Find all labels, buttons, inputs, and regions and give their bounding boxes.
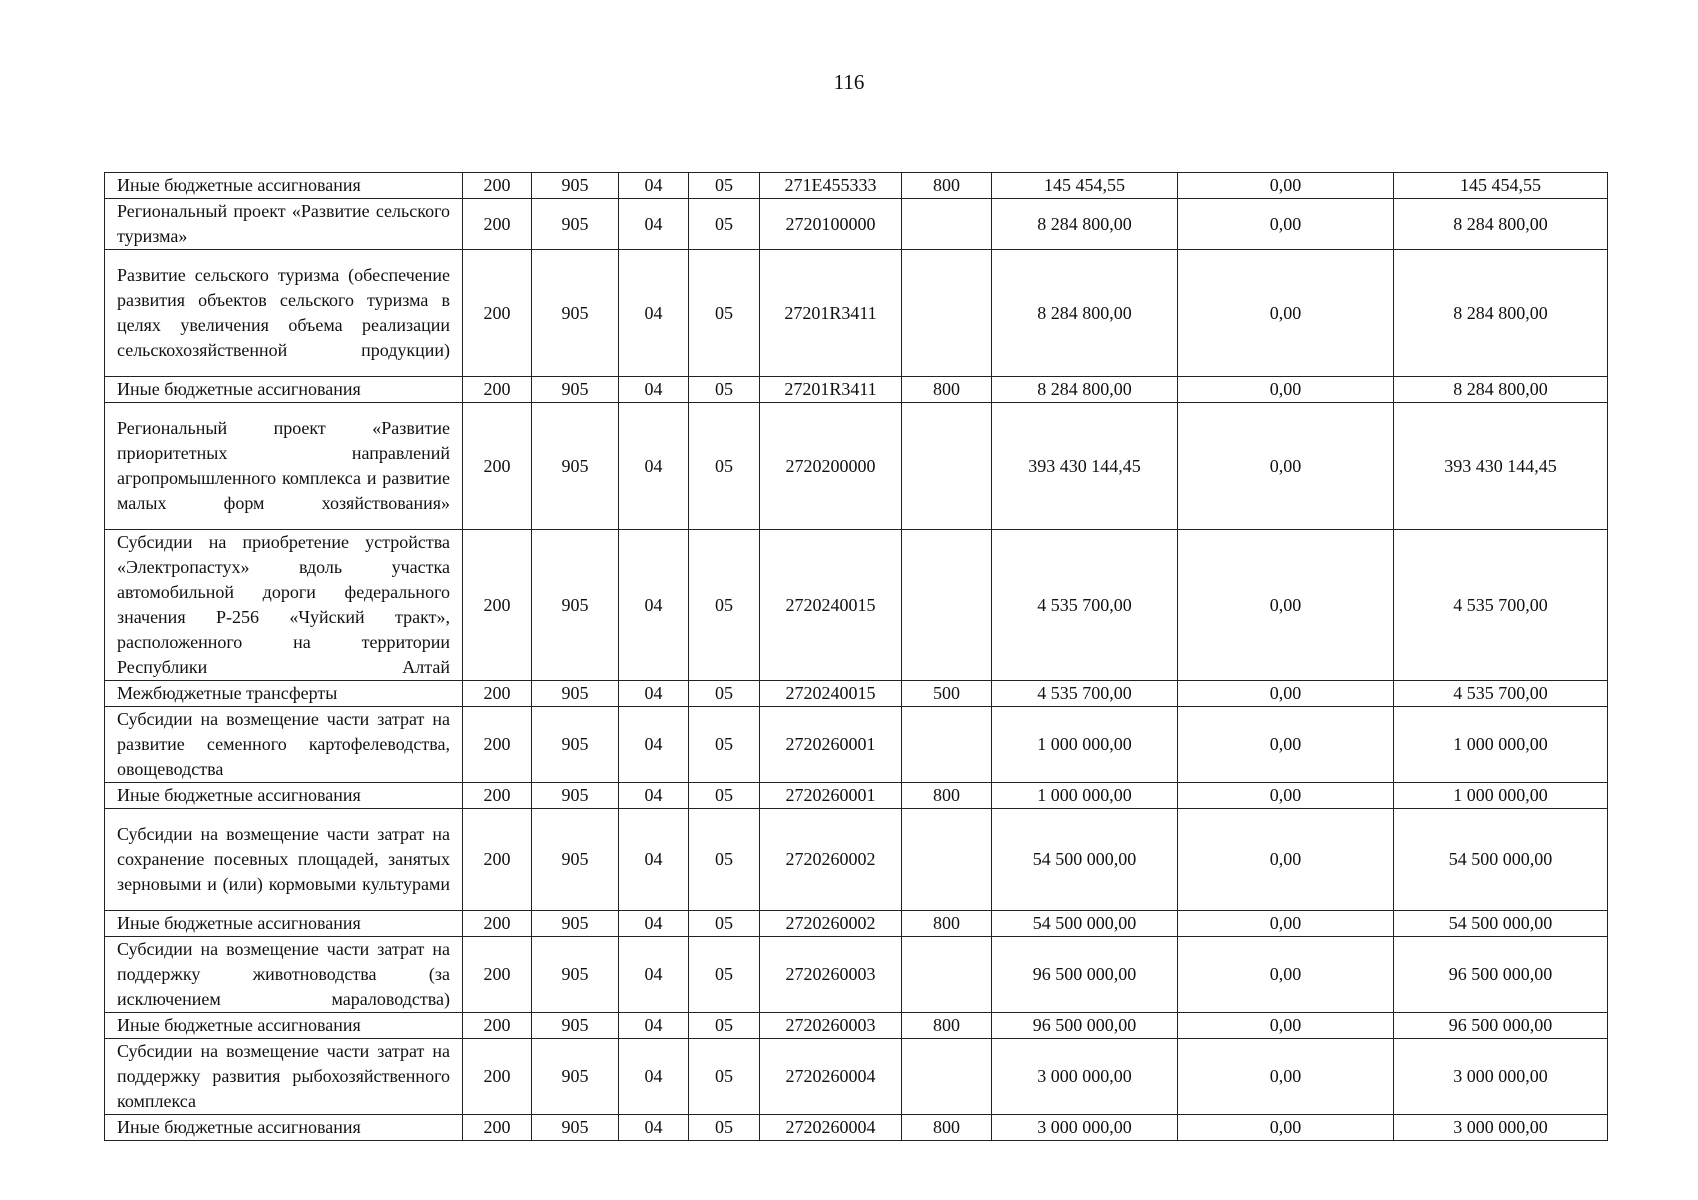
target-article-code: 2720260001 bbox=[760, 707, 902, 783]
amount-regional: 4 535 700,00 bbox=[1394, 681, 1608, 707]
row-name: Иные бюджетные ассигнования bbox=[105, 783, 463, 809]
row-name: Субсидии на возмещение части затрат на поддержку животноводства (за исключением мараловодства) bbox=[105, 937, 463, 1013]
col-code-2: 905 bbox=[532, 199, 619, 250]
target-article-code: 2720200000 bbox=[760, 403, 902, 530]
col-code-1: 200 bbox=[463, 250, 532, 377]
row-name: Иные бюджетные ассигнования bbox=[105, 911, 463, 937]
expense-type-code bbox=[902, 937, 992, 1013]
col-subsection: 05 bbox=[689, 911, 760, 937]
col-code-1: 200 bbox=[463, 1013, 532, 1039]
table-row bbox=[105, 681, 1608, 707]
col-code-1: 200 bbox=[463, 377, 532, 403]
amount-federal: 0,00 bbox=[1178, 911, 1394, 937]
table-row bbox=[105, 783, 1608, 809]
col-code-2: 905 bbox=[532, 173, 619, 199]
col-section: 04 bbox=[619, 530, 689, 681]
amount-regional: 1 000 000,00 bbox=[1394, 707, 1608, 783]
col-section: 04 bbox=[619, 1013, 689, 1039]
col-subsection: 05 bbox=[689, 530, 760, 681]
col-code-2: 905 bbox=[532, 783, 619, 809]
expense-type-code bbox=[902, 199, 992, 250]
amount-total: 4 535 700,00 bbox=[992, 681, 1178, 707]
target-article-code: 2720240015 bbox=[760, 530, 902, 681]
row-name: Региональный проект «Развитие сельского туризма» bbox=[105, 199, 463, 250]
col-subsection: 05 bbox=[689, 173, 760, 199]
target-article-code: 2720260002 bbox=[760, 809, 902, 911]
table-row bbox=[105, 911, 1608, 937]
expense-type-code: 800 bbox=[902, 173, 992, 199]
col-section: 04 bbox=[619, 199, 689, 250]
row-name: Развитие сельского туризма (обеспечение развития объектов сельского туризма в целях увеличения объема реализации сельскохозяйственной продукции) bbox=[105, 250, 463, 377]
amount-federal: 0,00 bbox=[1178, 403, 1394, 530]
row-name: Субсидии на возмещение части затрат на развитие семенного картофелеводства, овощеводства bbox=[105, 707, 463, 783]
expense-type-code: 800 bbox=[902, 1115, 992, 1141]
col-code-2: 905 bbox=[532, 707, 619, 783]
col-subsection: 05 bbox=[689, 403, 760, 530]
col-code-1: 200 bbox=[463, 707, 532, 783]
amount-regional: 96 500 000,00 bbox=[1394, 1013, 1608, 1039]
col-code-2: 905 bbox=[532, 530, 619, 681]
amount-federal: 0,00 bbox=[1178, 377, 1394, 403]
col-section: 04 bbox=[619, 250, 689, 377]
target-article-code: 2720260004 bbox=[760, 1115, 902, 1141]
table-row bbox=[105, 1039, 1608, 1115]
col-section: 04 bbox=[619, 403, 689, 530]
amount-total: 1 000 000,00 bbox=[992, 783, 1178, 809]
col-subsection: 05 bbox=[689, 1115, 760, 1141]
amount-federal: 0,00 bbox=[1178, 1115, 1394, 1141]
col-code-1: 200 bbox=[463, 783, 532, 809]
budget-table bbox=[104, 172, 1608, 1141]
amount-regional: 96 500 000,00 bbox=[1394, 937, 1608, 1013]
expense-type-code bbox=[902, 707, 992, 783]
target-article-code: 2720260003 bbox=[760, 1013, 902, 1039]
col-code-1: 200 bbox=[463, 911, 532, 937]
expense-type-code: 800 bbox=[902, 377, 992, 403]
target-article-code: 2720240015 bbox=[760, 681, 902, 707]
col-code-1: 200 bbox=[463, 809, 532, 911]
target-article-code: 2720260003 bbox=[760, 937, 902, 1013]
row-name: Субсидии на приобретение устройства «Электропастух» вдоль участка автомобильной дороги федерального значения Р-256 «Чуйский тракт», расположенного на территории Республики Алтай bbox=[105, 530, 463, 681]
amount-regional: 8 284 800,00 bbox=[1394, 250, 1608, 377]
amount-regional: 3 000 000,00 bbox=[1394, 1039, 1608, 1115]
table-row bbox=[105, 199, 1608, 250]
col-section: 04 bbox=[619, 377, 689, 403]
col-subsection: 05 bbox=[689, 1039, 760, 1115]
expense-type-code: 800 bbox=[902, 911, 992, 937]
amount-total: 96 500 000,00 bbox=[992, 937, 1178, 1013]
col-code-2: 905 bbox=[532, 911, 619, 937]
amount-federal: 0,00 bbox=[1178, 707, 1394, 783]
table-row bbox=[105, 403, 1608, 530]
amount-federal: 0,00 bbox=[1178, 783, 1394, 809]
amount-regional: 393 430 144,45 bbox=[1394, 403, 1608, 530]
amount-total: 145 454,55 bbox=[992, 173, 1178, 199]
row-name: Иные бюджетные ассигнования bbox=[105, 173, 463, 199]
col-section: 04 bbox=[619, 707, 689, 783]
col-code-2: 905 bbox=[532, 1039, 619, 1115]
amount-total: 8 284 800,00 bbox=[992, 199, 1178, 250]
amount-federal: 0,00 bbox=[1178, 809, 1394, 911]
col-subsection: 05 bbox=[689, 377, 760, 403]
amount-regional: 8 284 800,00 bbox=[1394, 377, 1608, 403]
amount-regional: 4 535 700,00 bbox=[1394, 530, 1608, 681]
col-code-2: 905 bbox=[532, 403, 619, 530]
col-code-1: 200 bbox=[463, 1039, 532, 1115]
col-code-1: 200 bbox=[463, 199, 532, 250]
col-subsection: 05 bbox=[689, 937, 760, 1013]
amount-total: 54 500 000,00 bbox=[992, 809, 1178, 911]
amount-regional: 3 000 000,00 bbox=[1394, 1115, 1608, 1141]
col-subsection: 05 bbox=[689, 199, 760, 250]
page-number: 116 bbox=[833, 70, 865, 94]
amount-federal: 0,00 bbox=[1178, 173, 1394, 199]
col-section: 04 bbox=[619, 1115, 689, 1141]
row-name: Иные бюджетные ассигнования bbox=[105, 377, 463, 403]
col-section: 04 bbox=[619, 1039, 689, 1115]
col-code-1: 200 bbox=[463, 937, 532, 1013]
amount-regional: 8 284 800,00 bbox=[1394, 199, 1608, 250]
col-code-1: 200 bbox=[463, 681, 532, 707]
col-section: 04 bbox=[619, 937, 689, 1013]
amount-federal: 0,00 bbox=[1178, 250, 1394, 377]
row-name: Субсидии на возмещение части затрат на сохранение посевных площадей, занятых зерновыми и (или) кормовыми культурами bbox=[105, 809, 463, 911]
row-name: Региональный проект «Развитие приоритетных направлений агропромышленного комплекса и развитие малых форм хозяйствования» bbox=[105, 403, 463, 530]
col-code-1: 200 bbox=[463, 530, 532, 681]
col-code-1: 200 bbox=[463, 173, 532, 199]
col-subsection: 05 bbox=[689, 250, 760, 377]
amount-total: 54 500 000,00 bbox=[992, 911, 1178, 937]
table-row bbox=[105, 1115, 1608, 1141]
col-code-1: 200 bbox=[463, 1115, 532, 1141]
target-article-code: 27201R3411 bbox=[760, 250, 902, 377]
expense-type-code: 800 bbox=[902, 783, 992, 809]
table-row bbox=[105, 809, 1608, 911]
amount-regional: 54 500 000,00 bbox=[1394, 911, 1608, 937]
target-article-code: 2720260001 bbox=[760, 783, 902, 809]
amount-federal: 0,00 bbox=[1178, 1013, 1394, 1039]
expense-type-code bbox=[902, 250, 992, 377]
amount-total: 8 284 800,00 bbox=[992, 377, 1178, 403]
amount-regional: 54 500 000,00 bbox=[1394, 809, 1608, 911]
table-row bbox=[105, 250, 1608, 377]
row-name: Иные бюджетные ассигнования bbox=[105, 1013, 463, 1039]
target-article-code: 2720260002 bbox=[760, 911, 902, 937]
col-section: 04 bbox=[619, 783, 689, 809]
amount-total: 8 284 800,00 bbox=[992, 250, 1178, 377]
row-name: Межбюджетные трансферты bbox=[105, 681, 463, 707]
col-section: 04 bbox=[619, 173, 689, 199]
amount-federal: 0,00 bbox=[1178, 199, 1394, 250]
expense-type-code bbox=[902, 1039, 992, 1115]
amount-total: 4 535 700,00 bbox=[992, 530, 1178, 681]
col-code-2: 905 bbox=[532, 1013, 619, 1039]
amount-total: 3 000 000,00 bbox=[992, 1115, 1178, 1141]
col-code-2: 905 bbox=[532, 377, 619, 403]
amount-federal: 0,00 bbox=[1178, 1039, 1394, 1115]
col-subsection: 05 bbox=[689, 707, 760, 783]
row-name: Субсидии на возмещение части затрат на поддержку развития рыбохозяйственного комплекса bbox=[105, 1039, 463, 1115]
table-row bbox=[105, 377, 1608, 403]
table-row bbox=[105, 530, 1608, 681]
col-subsection: 05 bbox=[689, 783, 760, 809]
row-name: Иные бюджетные ассигнования bbox=[105, 1115, 463, 1141]
table-row bbox=[105, 173, 1608, 199]
amount-total: 3 000 000,00 bbox=[992, 1039, 1178, 1115]
col-code-2: 905 bbox=[532, 937, 619, 1013]
expense-type-code bbox=[902, 403, 992, 530]
amount-total: 1 000 000,00 bbox=[992, 707, 1178, 783]
col-section: 04 bbox=[619, 681, 689, 707]
col-code-2: 905 bbox=[532, 809, 619, 911]
col-subsection: 05 bbox=[689, 1013, 760, 1039]
col-code-2: 905 bbox=[532, 681, 619, 707]
target-article-code: 271E455333 bbox=[760, 173, 902, 199]
amount-regional: 145 454,55 bbox=[1394, 173, 1608, 199]
table-row bbox=[105, 1013, 1608, 1039]
col-code-1: 200 bbox=[463, 403, 532, 530]
col-code-2: 905 bbox=[532, 1115, 619, 1141]
col-subsection: 05 bbox=[689, 809, 760, 911]
amount-total: 96 500 000,00 bbox=[992, 1013, 1178, 1039]
col-section: 04 bbox=[619, 911, 689, 937]
target-article-code: 27201R3411 bbox=[760, 377, 902, 403]
amount-total: 393 430 144,45 bbox=[992, 403, 1178, 530]
expense-type-code: 500 bbox=[902, 681, 992, 707]
amount-federal: 0,00 bbox=[1178, 681, 1394, 707]
amount-federal: 0,00 bbox=[1178, 937, 1394, 1013]
table-row bbox=[105, 937, 1608, 1013]
amount-federal: 0,00 bbox=[1178, 530, 1394, 681]
expense-type-code bbox=[902, 809, 992, 911]
expense-type-code: 800 bbox=[902, 1013, 992, 1039]
table-row bbox=[105, 707, 1608, 783]
amount-regional: 1 000 000,00 bbox=[1394, 783, 1608, 809]
col-section: 04 bbox=[619, 809, 689, 911]
col-code-2: 905 bbox=[532, 250, 619, 377]
target-article-code: 2720100000 bbox=[760, 199, 902, 250]
target-article-code: 2720260004 bbox=[760, 1039, 902, 1115]
expense-type-code bbox=[902, 530, 992, 681]
col-subsection: 05 bbox=[689, 681, 760, 707]
